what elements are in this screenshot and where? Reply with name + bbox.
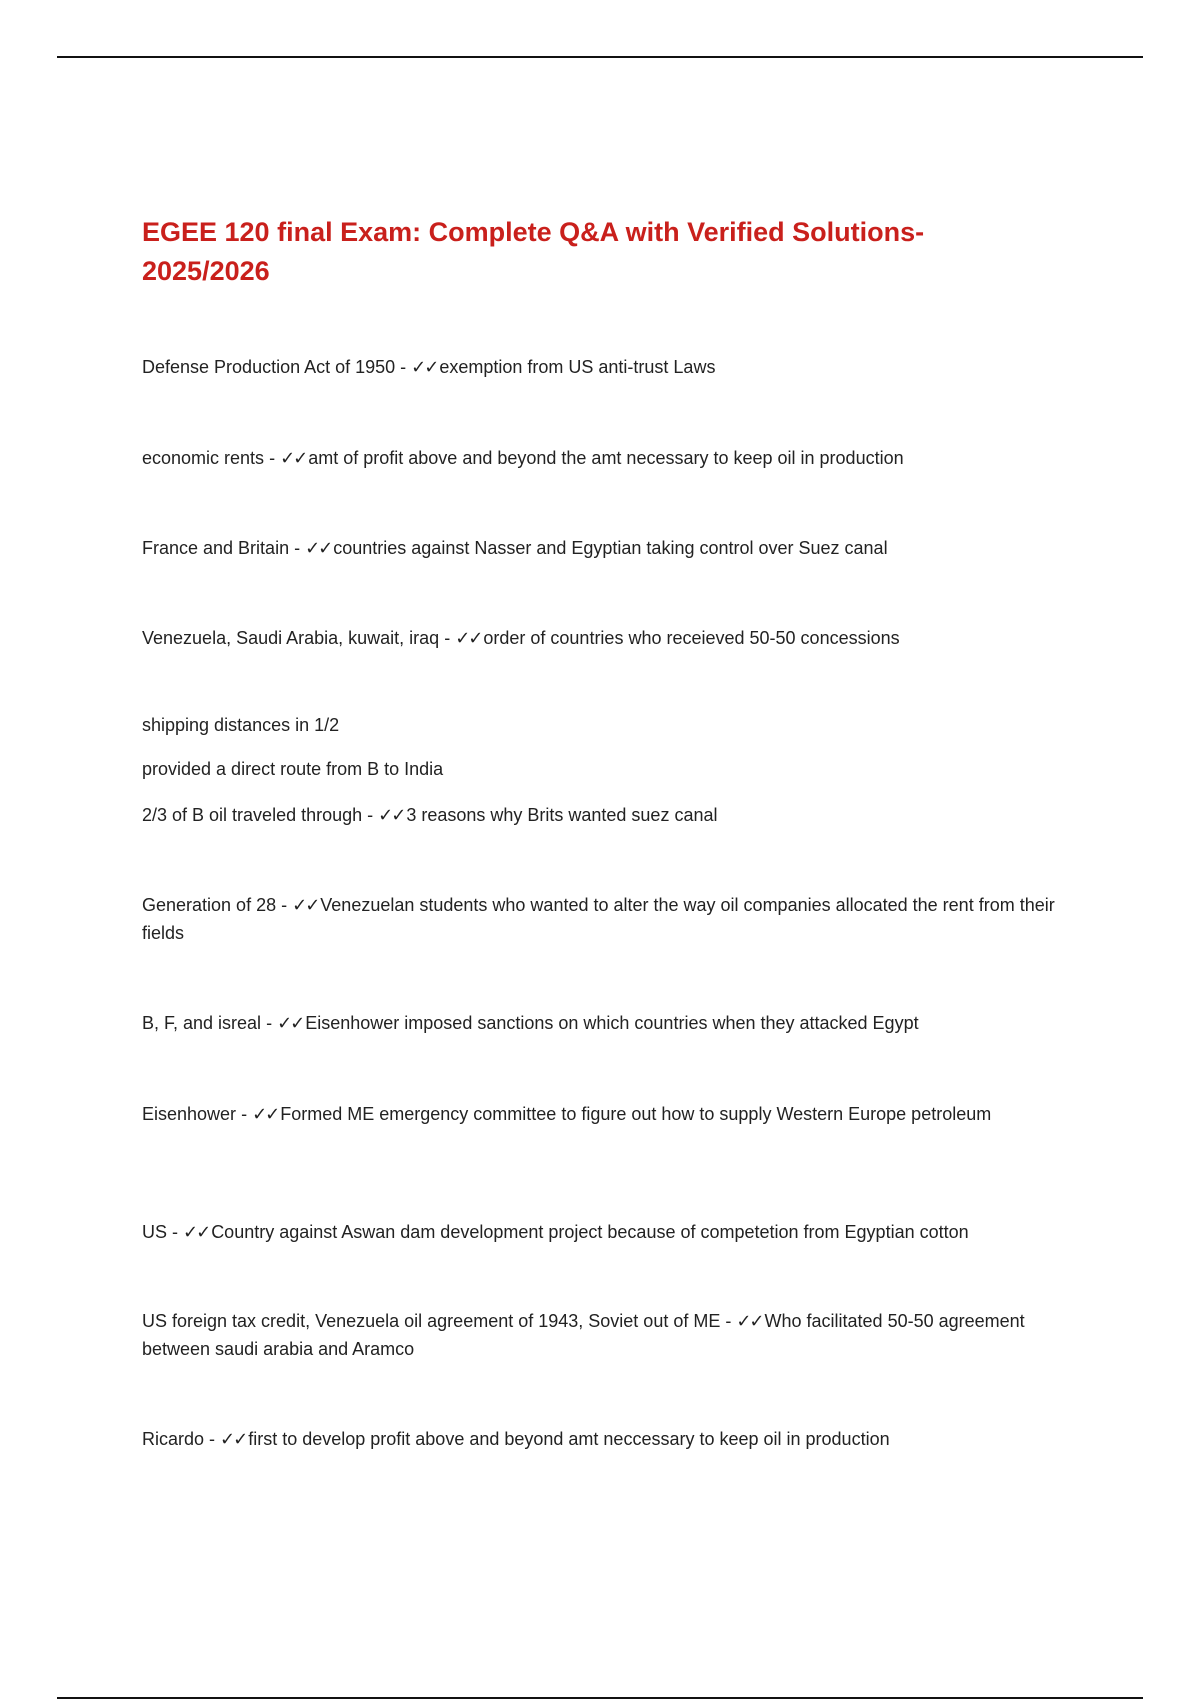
qa-term-line: provided a direct route from B to India: [142, 759, 444, 779]
qa-term: Generation of 28: [142, 895, 277, 915]
qa-entry: [142, 534, 1072, 562]
qa-answer: Country against Aswan dam development project because of competetion from Egyptian cotton: [211, 1222, 969, 1242]
qa-separator: -: [439, 628, 456, 648]
double-check-icon: ✓✓: [411, 357, 438, 377]
double-check-icon: ✓✓: [292, 895, 319, 915]
qa-separator: -: [236, 1104, 253, 1124]
double-check-icon: ✓✓: [252, 1104, 279, 1124]
qa-term: US foreign tax credit, Venezuela oil agreement of 1943, Soviet out of ME: [142, 1311, 721, 1331]
double-check-icon: ✓✓: [736, 1311, 763, 1331]
qa-separator: -: [264, 448, 281, 468]
qa-entry: [142, 1425, 1072, 1453]
qa-entry: [142, 801, 1072, 829]
double-check-icon: ✓✓: [277, 1013, 304, 1033]
qa-term: Defense Production Act of 1950: [142, 357, 396, 377]
qa-separator: -: [204, 1429, 221, 1449]
double-check-icon: ✓✓: [183, 1222, 210, 1242]
qa-answer: 3 reasons why Brits wanted suez canal: [406, 805, 718, 825]
qa-entry: [142, 1307, 1072, 1363]
qa-answer: countries against Nasser and Egyptian taking control over Suez canal: [333, 538, 888, 558]
qa-answer: amt of profit above and beyond the amt necessary to keep oil in production: [308, 448, 904, 468]
document-title: EGEE 120 final Exam: Complete Q&A with Verified Solutions- 2025/2026: [142, 217, 925, 286]
qa-term: economic rents: [142, 448, 265, 468]
double-check-icon: ✓✓: [280, 448, 307, 468]
double-check-icon: ✓✓: [455, 628, 482, 648]
double-check-icon: ✓✓: [220, 1429, 247, 1449]
qa-answer: Venezuelan students who wanted to alter the way oil companies allocated the rent from their fields: [142, 895, 1055, 943]
qa-answer: first to develop profit above and beyond amt neccessary to keep oil in production: [248, 1429, 890, 1449]
qa-term: Venezuela, Saudi Arabia, kuwait, iraq: [142, 628, 440, 648]
qa-term: US: [142, 1222, 168, 1242]
qa-entry: [142, 891, 1072, 947]
qa-term: Ricardo: [142, 1429, 205, 1449]
qa-answer: exemption from US anti-trust Laws: [439, 357, 716, 377]
qa-term-line: shipping distances in 1/2: [142, 715, 340, 735]
qa-answer: order of countries who receieved 50-50 concessions: [483, 628, 900, 648]
qa-separator: -: [720, 1311, 737, 1331]
double-check-icon: ✓✓: [378, 805, 405, 825]
qa-answer: Eisenhower imposed sanctions on which countries when they attacked Egypt: [305, 1013, 919, 1033]
qa-separator: -: [261, 1013, 278, 1033]
qa-entry: [142, 1009, 1072, 1037]
qa-answer: Formed ME emergency committee to figure out how to supply Western Europe petroleum: [280, 1104, 992, 1124]
qa-separator: -: [395, 357, 412, 377]
double-check-icon: ✓✓: [305, 538, 332, 558]
qa-term: Eisenhower: [142, 1104, 237, 1124]
qa-separator: -: [167, 1222, 184, 1242]
qa-separator: -: [289, 538, 306, 558]
qa-term: 2/3 of B oil traveled through: [142, 805, 363, 825]
qa-entry: [142, 1218, 1072, 1246]
qa-entry: [142, 353, 1072, 381]
qa-term: France and Britain: [142, 538, 290, 558]
qa-entry: [142, 444, 1072, 472]
qa-term: B, F, and isreal: [142, 1013, 262, 1033]
top-rule: [57, 56, 1143, 58]
bottom-rule: [57, 1697, 1143, 1699]
qa-answer: Who facilitated 50-50 agreement between saudi arabia and Aramco: [142, 1311, 1025, 1359]
qa-entry: [142, 1100, 1072, 1128]
qa-entry: [142, 624, 1072, 652]
qa-separator: -: [276, 895, 293, 915]
qa-separator: -: [362, 805, 379, 825]
